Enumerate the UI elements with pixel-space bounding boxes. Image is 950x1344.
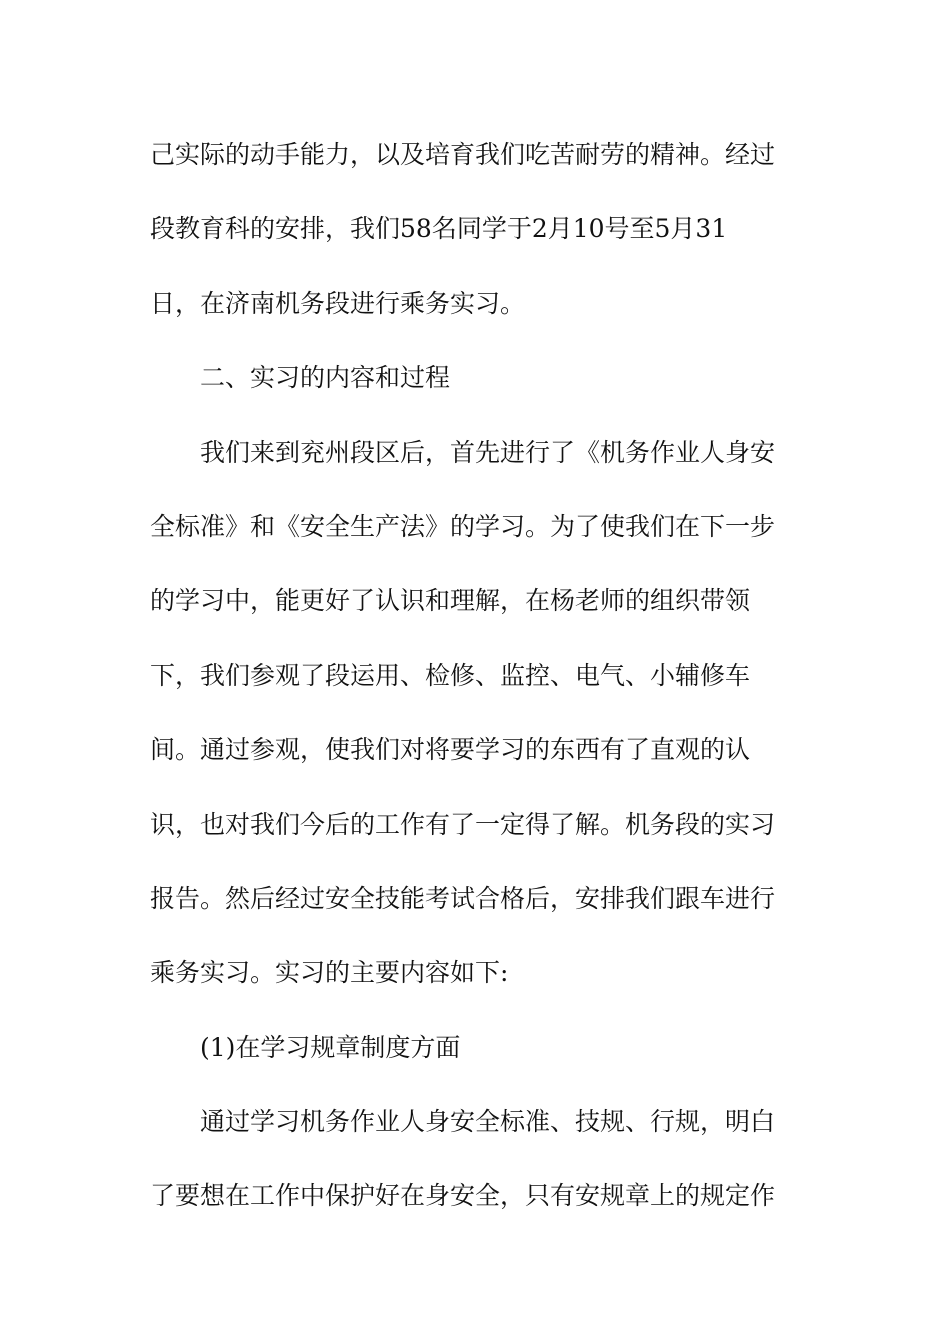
- text-line: 段教育科的安排，我们58名同学于2月10号至5月31: [150, 214, 728, 244]
- text-line: 报告。然后经过安全技能考试合格后，安排我们跟车进行: [150, 883, 776, 913]
- text-line: 下，我们参观了段运用、检修、监控、电气、小辅修车: [150, 660, 751, 690]
- text-line: 的学习中，能更好了认识和理解，在杨老师的组织带领: [150, 586, 751, 616]
- text-line: 了要想在工作中保护好在身安全，只有安规章上的规定作: [150, 1181, 776, 1211]
- text-line: 全标准》和《安全生产法》的学习。为了使我们在下一步: [150, 511, 776, 541]
- text-line: 间。通过参观，使我们对将要学习的东西有了直观的认: [150, 735, 751, 765]
- subsection-heading: (1)在学习规章制度方面: [200, 1032, 461, 1062]
- section-heading: 二、实习的内容和过程: [200, 363, 451, 393]
- paragraph-start-line: 我们来到兖州段区后，首先进行了《机务作业人身安: [200, 437, 776, 467]
- text-line: 己实际的动手能力，以及培育我们吃苦耐劳的精神。经过: [150, 140, 776, 169]
- text-line: 识，也对我们今后的工作有了一定得了解。机务段的实习: [150, 809, 776, 839]
- body-text: [150, 118, 800, 1234]
- text-line: 日，在济南机务段进行乘务实习。: [150, 288, 526, 318]
- paragraph-start-line: 通过学习机务作业人身安全标准、技规、行规，明白: [200, 1107, 776, 1137]
- text-line: 乘务实习。实习的主要内容如下:: [150, 958, 509, 988]
